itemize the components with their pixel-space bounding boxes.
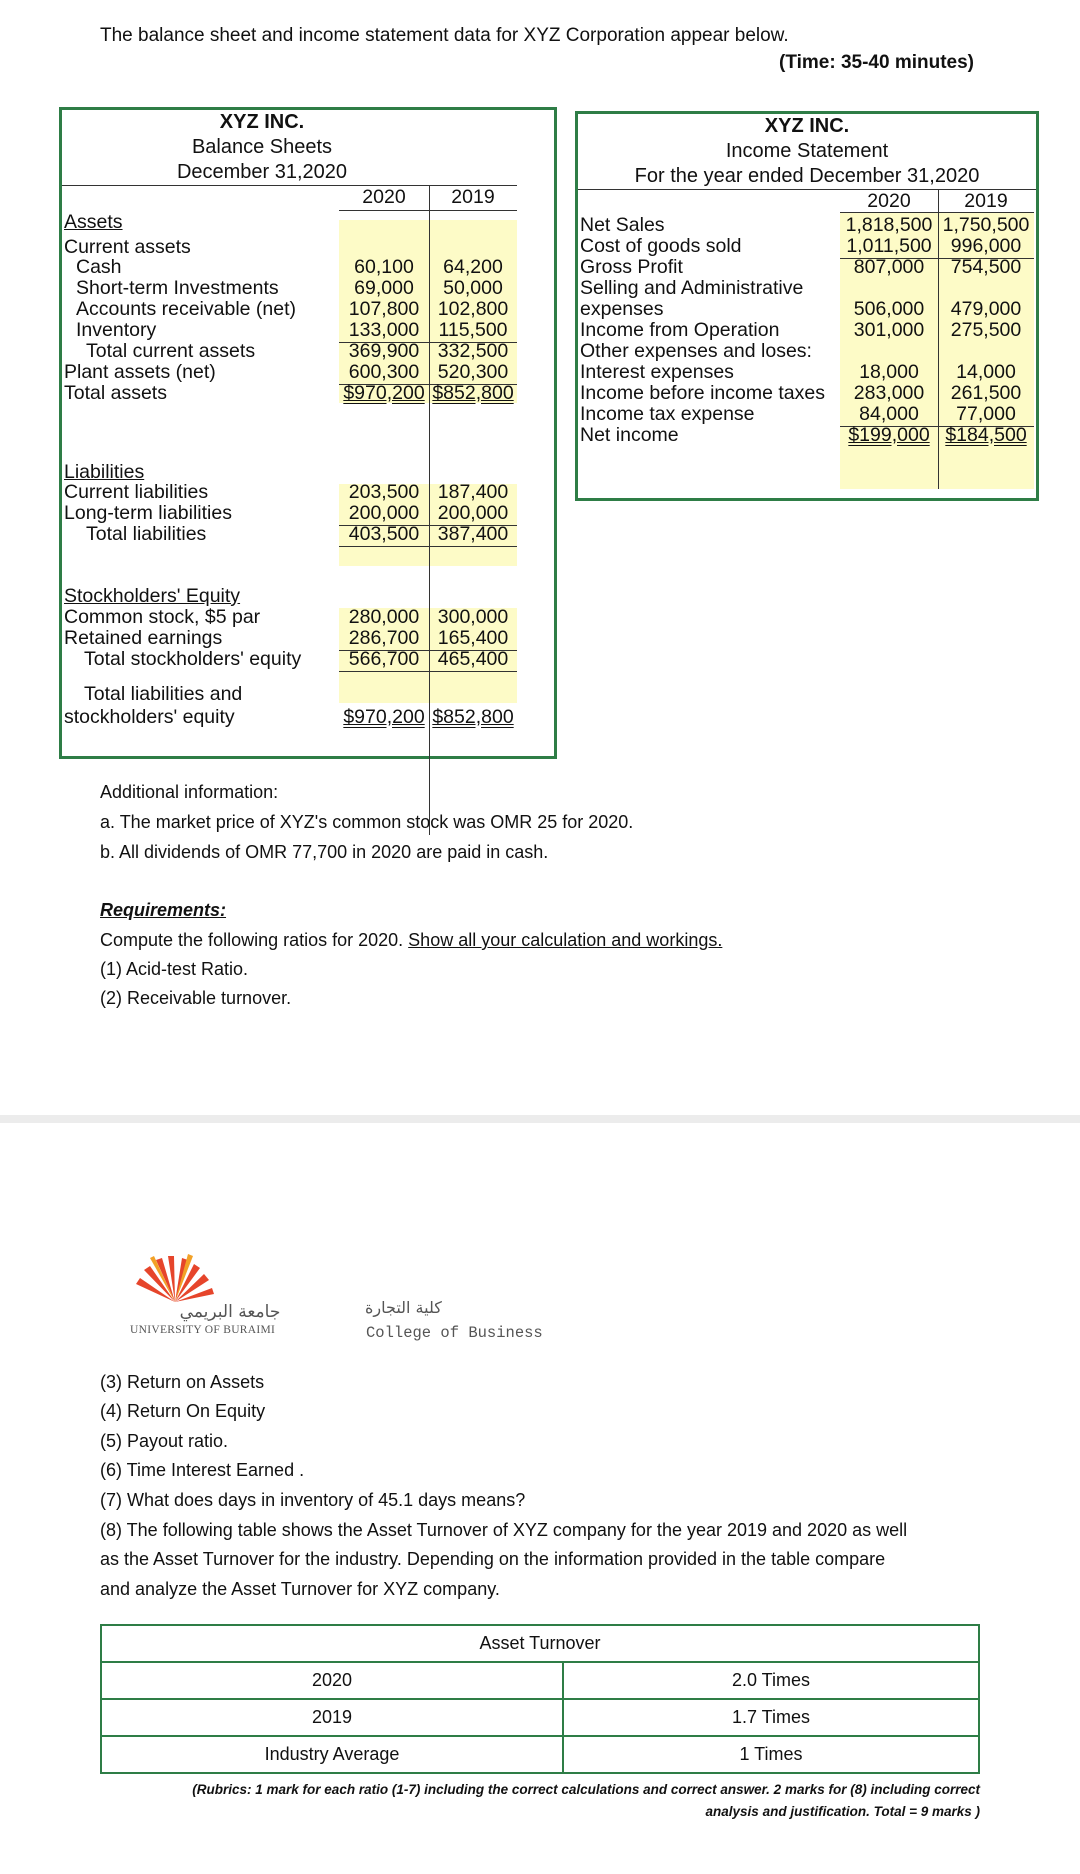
asset-row-v2019: 115,500 [429,318,517,343]
asset-row-label: Total assets [64,382,167,404]
equity-row-v2020: 280,000 [348,606,420,628]
requirements-line [100,928,722,952]
row-value: 1.7 Times [563,1699,979,1736]
liability-row-v2020: 200,000 [339,501,429,526]
bs-company: XYZ INC. [219,111,305,133]
is-col-2020: 2020 [867,190,911,212]
total-le-2020: $970,200 [343,706,425,728]
equity-row-label: Retained earnings [64,627,223,649]
income-row-v2019: 754,500 [950,256,1022,278]
table-row [101,1736,979,1773]
university-arabic: جامعة البريمي [179,1302,281,1322]
university-english: UNIVERSITY OF BURAIMI [130,1324,276,1336]
additional-heading: Additional information: [100,782,279,802]
liability-row-v2020: 403,500 [339,522,429,547]
equity-row-v2019: 465,400 [429,647,517,672]
row-label: 2019 [101,1699,563,1736]
equity-row-label: Total stockholders' equity [84,648,302,670]
page-separator [0,1115,1080,1123]
income-row-label: Net income [580,424,679,446]
req-item-5: (5) Payout ratio. [100,1431,229,1451]
row-label: 2020 [101,1662,563,1699]
total-le-label-1: Total liabilities and [84,683,243,705]
assets-heading: Assets [64,211,123,233]
total-le-2019: $852,800 [432,706,514,728]
income-row-label: Income from Operation [580,319,780,341]
requirements-prefix: Compute the following ratios for 2020. [100,930,409,950]
asset-row-v2019: 102,800 [437,298,509,320]
equity-row-v2019: 165,400 [429,626,517,651]
liability-row-label: Current liabilities [64,481,209,503]
bs-col-2019: 2019 [451,186,495,208]
equity-row-v2020: 566,700 [339,647,429,672]
asset-turnover-table [100,1624,980,1774]
is-company: XYZ INC. [764,115,850,137]
equity-row-v2019: 300,000 [437,606,509,628]
table-title-row [101,1625,979,1662]
asset-row-v2020: 600,300 [339,360,429,385]
income-row-v2020: 807,000 [853,256,925,278]
additional-a: a. The market price of XYZ's common stock was OMR 25 for 2020. [100,812,634,832]
is-period: For the year ended December 31,2020 [634,165,980,187]
equity-row-label: Common stock, $5 par [64,606,261,628]
college-english: College of Business [366,1324,543,1342]
income-row-label: Selling and Administrative [580,277,804,299]
current-assets-label: Current assets [64,236,191,258]
sunburst-icon [130,1252,220,1304]
income-row-v2020: 1,011,500 [840,234,938,259]
rubric-line-1: (Rubrics: 1 mark for each ratio (1-7) including the correct calculations and correct answer. 2 marks for (8) including correct [192,1782,980,1797]
req-item-6: (6) Time Interest Earned . [100,1460,305,1480]
income-row-label: Income before income taxes [580,382,825,404]
liability-row-v2019: 187,400 [437,481,509,503]
req-item-4: (4) Return On Equity [100,1401,266,1421]
asset-row-v2019: 332,500 [437,340,509,362]
liability-row-label: Total liabilities [86,523,207,545]
asset-row-label: Inventory [76,319,157,341]
asset-row-v2019: $852,800 [432,382,514,404]
liability-row-v2019: 200,000 [429,501,517,526]
requirements-heading: Requirements: [100,900,227,920]
income-row-v2019: $184,500 [945,424,1027,446]
income-row-v2019: 77,000 [938,402,1034,427]
asset-row-label: Plant assets (net) [64,361,216,383]
income-row-v2020: $199,000 [848,424,930,446]
income-row-label: Interest expenses [580,361,734,383]
asset-row-v2020: 69,000 [354,277,414,299]
income-row-v2020: 506,000 [853,298,925,320]
time-limit: (Time: 35-40 minutes) [779,52,974,73]
asset-row-v2020: 107,800 [348,298,420,320]
liability-row-label: Long-term liabilities [64,502,232,524]
income-row-v2019: 275,500 [950,319,1022,341]
income-row-label: Income tax expense [580,403,755,425]
asset-row-v2019: 520,300 [429,360,517,385]
req-item-2: (2) Receivable turnover. [100,988,292,1008]
asset-row-label: Cash [76,256,122,278]
asset-row-label: Total current assets [86,340,256,362]
income-row-v2020: 1,818,500 [845,214,933,236]
asset-row-label: Accounts receivable (net) [76,298,297,320]
requirements-underlined: Show all your calculation and workings. [408,930,723,950]
row-label: Industry Average [101,1736,563,1773]
asset-row-v2020: $970,200 [343,382,425,404]
req-item-7: (7) What does days in inventory of 45.1 days means? [100,1490,526,1510]
income-row-label: expenses [580,298,664,320]
income-row-label: Net Sales [580,214,665,236]
asset-row-label: Short-term Investments [76,277,279,299]
equity-row-v2020: 286,700 [339,626,429,651]
income-row-v2020: 283,000 [853,382,925,404]
req-item-1: (1) Acid-test Ratio. [100,959,249,979]
income-row-v2020: 301,000 [853,319,925,341]
income-row-label: Other expenses and loses: [580,340,812,362]
income-row-v2019: 14,000 [956,361,1016,383]
asset-row-v2020: 133,000 [339,318,429,343]
table-title: Asset Turnover [101,1625,979,1662]
asset-row-v2019: 64,200 [443,256,503,278]
balance-sheet-box [59,107,557,759]
bs-date: December 31,2020 [176,161,348,183]
liabilities-heading: Liabilities [64,461,145,483]
additional-b: b. All dividends of OMR 77,700 in 2020 are paid in cash. [100,842,549,862]
asset-row-v2020: 369,900 [348,340,420,362]
income-row-label: Cost of goods sold [580,235,742,257]
intro-text: The balance sheet and income statement data for XYZ Corporation appear below. [100,25,789,46]
university-logo [130,1252,330,1342]
income-row-v2019: 996,000 [938,234,1034,259]
income-statement-box [575,111,1039,501]
req-item-3: (3) Return on Assets [100,1372,265,1392]
income-row-v2020: 18,000 [859,361,919,383]
income-row-v2019: 261,500 [950,382,1022,404]
table-row [101,1699,979,1736]
is-title: Income Statement [725,140,889,162]
college-arabic: كلية التجارة [365,1298,442,1317]
req-item-8-line-3: and analyze the Asset Turnover for XYZ company. [100,1579,500,1599]
equity-heading: Stockholders' Equity [64,585,241,607]
bs-title: Balance Sheets [191,136,333,158]
table-row [101,1662,979,1699]
income-row-v2019: 479,000 [950,298,1022,320]
asset-row-v2019: 50,000 [443,277,503,299]
asset-row-v2020: 60,100 [354,256,414,278]
bs-col-2020: 2020 [362,186,406,208]
row-value: 2.0 Times [563,1662,979,1699]
req-item-8-line-1: (8) The following table shows the Asset Turnover of XYZ company for the year 2019 and 2020 as well [100,1520,908,1540]
is-col-2019: 2019 [964,190,1008,212]
req-item-8-line-2: as the Asset Turnover for the industry. Depending on the information provided in the table compare [100,1549,886,1569]
total-le-label-2: stockholders' equity [64,706,235,728]
income-row-v2019: 1,750,500 [942,214,1030,236]
liability-row-v2020: 203,500 [348,481,420,503]
income-row-v2020: 84,000 [840,402,938,427]
income-row-label: Gross Profit [580,256,683,278]
row-value: 1 Times [563,1736,979,1773]
liability-row-v2019: 387,400 [429,522,517,547]
rubric-line-2: analysis and justification. Total = 9 marks ) [705,1804,980,1819]
